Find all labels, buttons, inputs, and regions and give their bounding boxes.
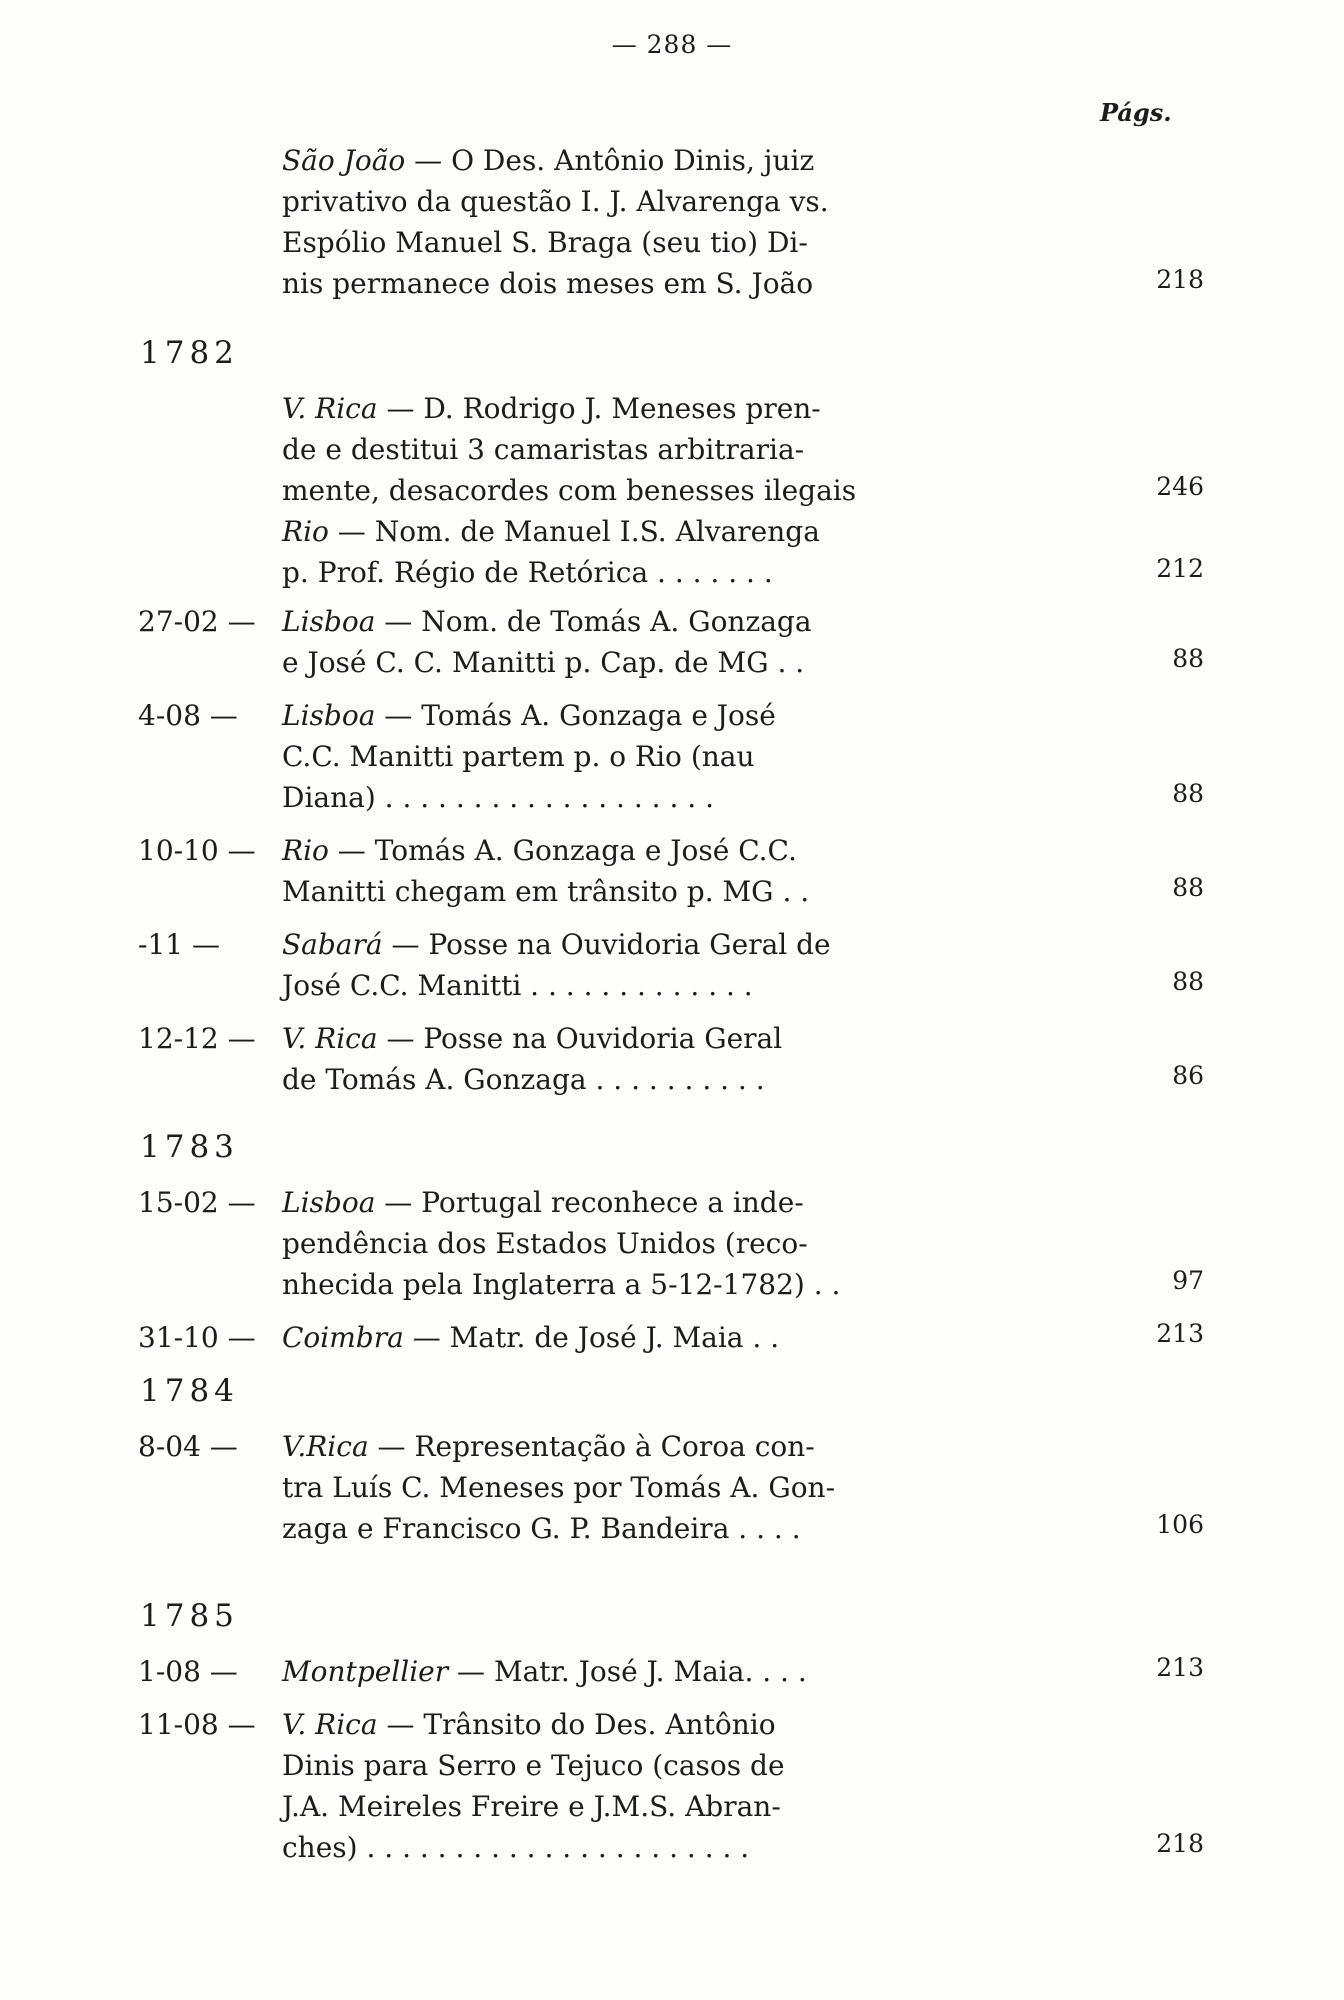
index-entry <box>0 388 1344 511</box>
entry-line-text: — Matr. de José J. Maia . . <box>403 1321 780 1354</box>
entry-line <box>282 695 890 736</box>
entry-place: Rio <box>282 834 329 867</box>
entry-line: pendência dos Estados Unidos (reco- <box>282 1227 808 1260</box>
entry-line: Dinis para Serro e Tejuco (casos de <box>282 1749 785 1782</box>
page-number: — 288 — <box>611 30 733 59</box>
entry-line: de e destitui 3 camaristas arbitraria- <box>282 433 805 466</box>
entry-line-text: — D. Rodrigo J. Meneses pren- <box>377 392 821 425</box>
entry-date: 1-08 — <box>138 1655 238 1688</box>
entry-place: V. Rica <box>282 392 378 425</box>
entry-text <box>282 1182 890 1305</box>
entry-text <box>282 601 890 683</box>
entry-date: 10-10 — <box>138 834 256 867</box>
entry-text <box>282 830 890 912</box>
entry-page-ref: 97 <box>1172 1266 1204 1295</box>
entry-line-text: — Posse na Ouvidoria Geral <box>377 1022 783 1055</box>
year-heading: 1785 <box>140 1598 239 1634</box>
entry-line: nhecida pela Inglaterra a 5-12-1782) . . <box>282 1268 841 1301</box>
year-heading: 1782 <box>140 335 239 371</box>
entry-page-ref: 106 <box>1156 1510 1204 1539</box>
entry-page-ref: 86 <box>1172 1061 1204 1090</box>
entry-line <box>282 1426 890 1467</box>
index-entry <box>0 1426 1344 1549</box>
index-entry <box>0 1704 1344 1868</box>
entry-text <box>282 1704 890 1868</box>
entry-place: Lisboa <box>282 605 376 638</box>
entry-line: Manitti chegam em trânsito p. MG . . <box>282 875 810 908</box>
entry-line: J.A. Meireles Freire e J.M.S. Abran- <box>282 1790 781 1823</box>
entry-page-ref: 212 <box>1156 554 1204 583</box>
entry-text <box>282 511 890 593</box>
entry-line-text: — Representação à Coroa con- <box>368 1430 815 1463</box>
entry-line <box>282 511 890 552</box>
entry-date: 31-10 — <box>138 1321 256 1354</box>
index-entry <box>0 1317 1344 1358</box>
entry-line <box>282 1182 890 1223</box>
index-entry <box>0 924 1344 1006</box>
entry-line: C.C. Manitti partem p. o Rio (nau <box>282 740 755 773</box>
entry-date: 15-02 — <box>138 1186 256 1219</box>
entry-line: p. Prof. Régio de Retórica . . . . . . . <box>282 556 773 589</box>
entry-page-ref: 213 <box>1156 1319 1204 1348</box>
entry-line <box>282 924 890 965</box>
entry-page-ref: 213 <box>1156 1653 1204 1682</box>
entry-place: Coimbra <box>282 1321 404 1354</box>
entry-place: Lisboa <box>282 699 376 732</box>
entry-text <box>282 1018 890 1100</box>
entry-date: 4-08 — <box>138 699 238 732</box>
entry-date: 8-04 — <box>138 1430 238 1463</box>
index-entry <box>0 140 1344 304</box>
entry-line-text: — O Des. Antônio Dinis, juiz <box>405 144 815 177</box>
entry-date: 27-02 — <box>138 605 256 638</box>
entry-place: V.Rica <box>282 1430 369 1463</box>
entry-place: Montpellier <box>282 1655 449 1688</box>
entry-line: zaga e Francisco G. P. Bandeira . . . . <box>282 1512 801 1545</box>
entry-line: nis permanece dois meses em S. João <box>282 267 814 300</box>
index-entry <box>0 695 1344 818</box>
entry-text <box>282 140 890 304</box>
entry-page-ref: 88 <box>1172 644 1204 673</box>
entry-page-ref: 88 <box>1172 873 1204 902</box>
entry-text <box>282 1317 890 1358</box>
entry-page-ref: 246 <box>1156 472 1204 501</box>
entry-line-text: — Tomás A. Gonzaga e José C.C. <box>328 834 797 867</box>
pages-column-header: Págs. <box>1100 98 1172 127</box>
chronological-index <box>0 140 1344 1868</box>
index-entry <box>0 830 1344 912</box>
entry-place: Lisboa <box>282 1186 376 1219</box>
entry-date: 11-08 — <box>138 1708 256 1741</box>
entry-line: Diana) . . . . . . . . . . . . . . . . . . . <box>282 781 714 814</box>
entry-place: Rio <box>282 515 329 548</box>
entry-page-ref: 218 <box>1156 1829 1204 1858</box>
entry-line: tra Luís C. Meneses por Tomás A. Gon- <box>282 1471 836 1504</box>
entry-line <box>282 388 890 429</box>
entry-line <box>282 1704 890 1745</box>
index-entry <box>0 511 1344 593</box>
entry-line <box>282 1018 890 1059</box>
entry-page-ref: 88 <box>1172 967 1204 996</box>
entry-line <box>282 1651 890 1692</box>
entry-place: São João <box>282 144 406 177</box>
year-heading: 1784 <box>140 1373 239 1409</box>
entry-page-ref: 88 <box>1172 779 1204 808</box>
entry-line <box>282 830 890 871</box>
entry-line-text: — Posse na Ouvidoria Geral de <box>382 928 831 961</box>
entry-line-text: — Nom. de Manuel I.S. Alvarenga <box>328 515 820 548</box>
entry-line: Espólio Manuel S. Braga (seu tio) Di- <box>282 226 808 259</box>
entry-text <box>282 695 890 818</box>
entry-line <box>282 140 890 181</box>
index-entry <box>0 601 1344 683</box>
index-entry <box>0 1651 1344 1692</box>
entry-line: privativo da questão I. J. Alvarenga vs. <box>282 185 829 218</box>
entry-text <box>282 1426 890 1549</box>
entry-line-text: — Portugal reconhece a inde- <box>375 1186 804 1219</box>
entry-line: ches) . . . . . . . . . . . . . . . . . . . . . . <box>282 1831 750 1864</box>
entry-place: Sabará <box>282 928 383 961</box>
year-heading: 1783 <box>140 1129 239 1165</box>
entry-line <box>282 1317 890 1358</box>
entry-date: -11 — <box>138 928 220 961</box>
entry-line: José C.C. Manitti . . . . . . . . . . . . . <box>282 969 753 1002</box>
entry-text <box>282 924 890 1006</box>
index-entry <box>0 1018 1344 1100</box>
entry-line: de Tomás A. Gonzaga . . . . . . . . . . <box>282 1063 765 1096</box>
entry-line-text: — Matr. José J. Maia. . . . <box>448 1655 807 1688</box>
entry-line <box>282 601 890 642</box>
entry-text <box>282 1651 890 1692</box>
entry-text <box>282 388 890 511</box>
entry-place: V. Rica <box>282 1708 378 1741</box>
entry-page-ref: 218 <box>1156 265 1204 294</box>
entry-line: e José C. C. Manitti p. Cap. de MG . . <box>282 646 805 679</box>
entry-line-text: — Tomás A. Gonzaga e José <box>375 699 776 732</box>
index-entry <box>0 1182 1344 1305</box>
entry-date: 12-12 — <box>138 1022 256 1055</box>
entry-place: V. Rica <box>282 1022 378 1055</box>
entry-line: mente, desacordes com benesses ilegais <box>282 474 857 507</box>
entry-line-text: — Nom. de Tomás A. Gonzaga <box>375 605 812 638</box>
entry-line-text: — Trânsito do Des. Antônio <box>377 1708 776 1741</box>
